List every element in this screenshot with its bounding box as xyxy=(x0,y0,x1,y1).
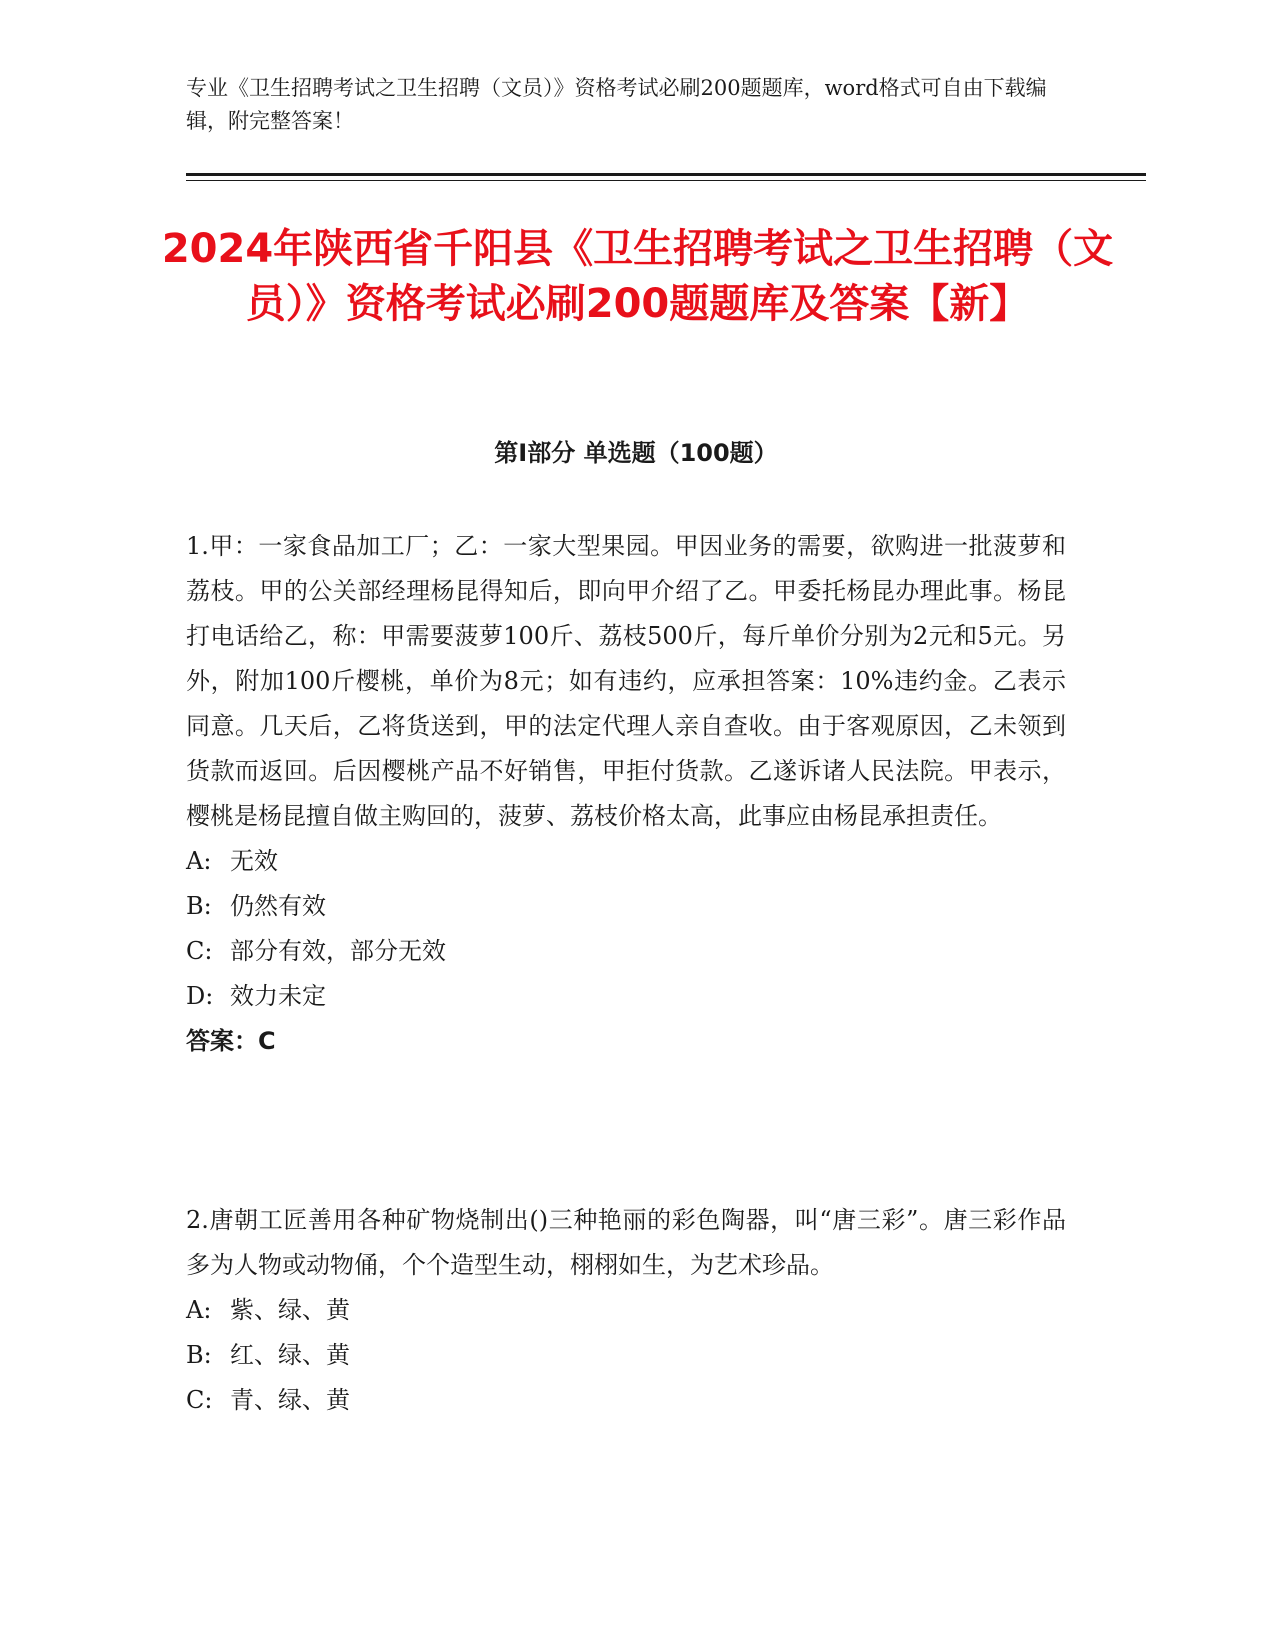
option-text: 无效 xyxy=(230,847,278,875)
option-b xyxy=(186,1333,1066,1378)
option-text: 紫、绿、黄 xyxy=(230,1296,350,1324)
header-note: 专业《卫生招聘考试之卫生招聘（文员）》资格考试必刷200题题库，word格式可自由下载编辑，附完整答案！ xyxy=(186,76,1047,133)
header-divider-thin xyxy=(186,180,1146,181)
option-a xyxy=(186,1288,1066,1333)
question-stem: 2.唐朝工匠善用各种矿物烧制出()三种艳丽的彩色陶器，叫“唐三彩”。唐三彩作品多为人物或动物俑，个个造型生动，栩栩如生，为艺术珍品。 xyxy=(186,1206,1066,1279)
option-c xyxy=(186,929,1066,974)
option-text: 青、绿、黄 xyxy=(230,1386,350,1414)
option-letter: D: xyxy=(186,982,214,1010)
question-1 xyxy=(186,524,1066,1064)
question-stem: 1.甲：一家食品加工厂；乙：一家大型果园。甲因业务的需要，欲购进一批菠萝和荔枝。甲的公关部经理杨昆得知后，即向甲介绍了乙。甲委托杨昆办理此事。杨昆打电话给乙，称：甲需要菠萝100斤、荔枝500斤，每斤单价分别为2元和5元。另外，附加100斤樱桃，单价为8元；如有违约，应承担答案：10%违约金。乙表示同意。几天后，乙将货送到，甲的法定代理人亲自查收。由于客观原因，乙未领到货款而返回。后因樱桃产品不好销售，甲拒付货款。乙遂诉诸人民法院。甲表示，樱桃是杨昆擅自做主购回的，菠萝、荔枝价格太高，此事应由杨昆承担责任。 xyxy=(186,532,1066,830)
option-text: 仍然有效 xyxy=(230,892,326,920)
option-d xyxy=(186,974,1066,1019)
option-letter: A: xyxy=(186,847,212,875)
option-b xyxy=(186,884,1066,929)
answer-line: 答案：C xyxy=(186,1027,276,1055)
option-letter: C: xyxy=(186,1386,213,1414)
header-divider-thick xyxy=(186,173,1146,176)
option-text: 部分有效，部分无效 xyxy=(230,937,446,965)
option-letter: C: xyxy=(186,937,213,965)
document-title: 2024年陕西省千阳县《卫生招聘考试之卫生招聘（文员）》资格考试必刷200题题库及答案【新】 xyxy=(161,226,1114,327)
option-a xyxy=(186,839,1066,884)
section-title: 第Ⅰ部分 单选题（100题） xyxy=(494,439,778,467)
option-letter: B: xyxy=(186,892,212,920)
option-text: 效力未定 xyxy=(230,982,326,1010)
option-text: 红、绿、黄 xyxy=(230,1341,350,1369)
option-c xyxy=(186,1378,1066,1423)
option-letter: A: xyxy=(186,1296,212,1324)
option-letter: B: xyxy=(186,1341,212,1369)
question-2 xyxy=(186,1198,1066,1423)
